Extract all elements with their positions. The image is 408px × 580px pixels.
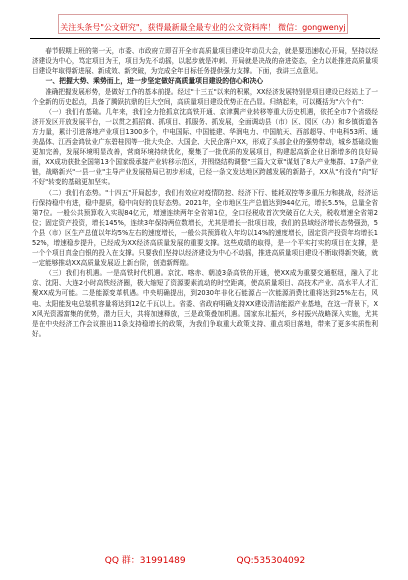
footer-qq: QQ:535304092 <box>236 556 306 566</box>
promo-banner-text: 关注头条号"公文研究"，获得最新最全最专业的公文资料库！ 微信：gongwenyj <box>60 23 346 32</box>
document-body <box>32 46 378 339</box>
footer-qq-group: QQ 群：31991489 <box>104 556 186 566</box>
point-3-paragraph: （三）我们有机遇。一是高铁时代机遇。京沈、喀赤、朝凌3条高铁的开通，使XX成为重要交通枢纽，融入了北京、沈阳、大连2小时高铁经济圈，极大缩短了资源要素流动的时空距离，使高质量项目、高技术产业、高水平人才汇聚XX成为可能。二是能源变革机遇。中央明确提出，到2030年非化石能源占一次能源消费比重将达到25%左右，风电、太阳能发电总装机容量将达到12亿千瓦以上。省委、省政府明确支持XX建设清洁能源产业基地，在这一背景下，XX风光资源富集的优势，潜力巨大，共将加速释放，三是政策叠加机遇。国家东北振兴，乡村振兴战略深入实施，尤其是在中央经济工作会议推出11条支持稳增长的政策，为我们争取重大政策支持、重点项目落地，带来了更多实质性利好。 <box>32 269 378 338</box>
promo-banner[interactable] <box>58 14 348 34</box>
footer-contact <box>30 553 380 566</box>
point-2-paragraph: （二）我们有态势。"十四五"开局起步，我们有效应对疫情防控、经济下行、能耗双控等多重压力和挑战，经济运行保持稳中有进，稳中提质，稳中向好的良好态势。2021年，全市地区生产总值达到944亿元，增长5.5%，总量全省第7位。一般公共预算收入实现84亿元，增速连续两年全省第1位，全口径税收首次突破百亿大关，税收增速全省第2位；固定资产投资，增长145%，连续3年保持两位数增长，尤其是增长一批项目竣，我们的县域经济增长态势强劲，5个县（市）区生产总值以年均5%左右的速度增长，一般公共预算收入年均以14%的速度增长，固定资产投资年均增长152%，增速稳步提升，已经成为XX经济高质量发展的重要支撑。这些成绩的取得，是一个平实打实的项目在支撑，是一个个项目真金白银的投入在支撑。只要我们坚持以经济建设为中心不动摇，推进高质量项目建设不断取得新突破，就一定能够推动XX高质量发展迈上新台阶，创造新辉煌。 <box>32 188 378 268</box>
header-rule <box>30 38 380 39</box>
section-heading-1: 一、把握大势、乘势而上，进一步坚定做好高质量项目建设的信心和决心 <box>45 77 264 86</box>
point-1-paragraph: （一）我们有基础。几年来，我们全力抢抓京沈高铁开通、京津冀产业转移等重大历史机遇，依托全市7个省级经济开发区开放发展平台，一以贯之抓招商、抓项目、抓服务、抓发展，全面调动县（市）区、园区（办）和乡镇街道各方力量，累计引进落地产业项目1300多个，中电国际、中国能建、华润电力、中国航天、西部超导、中电科53所、通美晶体、江西金鸿钛业广东碧桂园等一批大央企、大国企、大民企落户XX，形成了头部企业的强势带动，城乡基础设施更加完善，发展环境明显改善，营商环境持续优化，聚集了一批优质的发展项目，构建起高新企业日渐增多的良好局面，XX成功获批全国第13个国家级承接产业转移示范区，并围绕结构调整"三篇大文章"谋划了8大产业集群、17条产业链，战略新兴"一县一业"主导产业发展格局已初步形成，已经一条文发达地区跨越发展的新路子，XX从"有没有"向"好不好"转变的基础更加坚实。 <box>32 107 378 187</box>
section-intro-paragraph: 准确把握发展形势，是做好工作的基本前提。经过"十三五"以来的积累，XX经济发展特别是项目建设已经站上了一个全新的历史起点，具备了腾跃抗鼎的巨大空间，高质量项目建设优势正在凸显。归纳起来，可以概括为"六个有"： <box>32 87 378 106</box>
intro-paragraph: 春节假期上班的第一天，市委、市政府立即召开全市高质量项目建设年动员大会，就是要迅速收心开局，坚持以经济建设为中心，笃定项目为王，项目为先不动摇，以起步就是冲刺、开局就是决战的奋进姿态，全力以赴推进高质量项目建设年取得新进展、新成效、新突破，为完成全年目标任务提供强力支撑。下面，我讲三点意见。 <box>32 47 378 76</box>
